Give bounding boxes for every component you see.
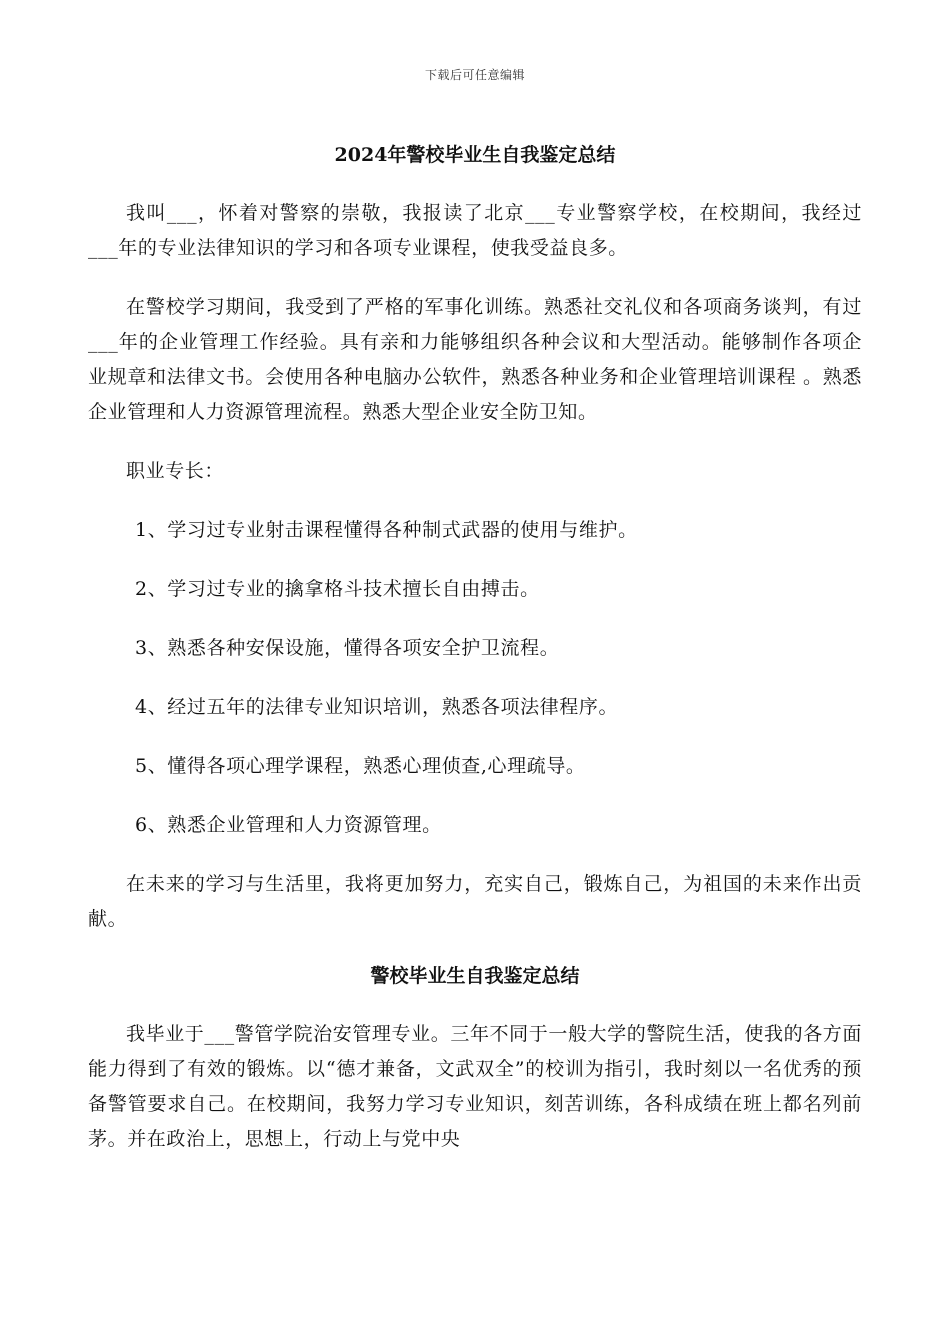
skill-item-2: 2、学习过专业的擒拿格斗技术擅长自由搏击。 [135, 578, 540, 600]
section1-closing: 在未来的学习与生活里，我将更加努力，充实自己，锻炼自己，为祖国的未来作出贡献。 [88, 873, 862, 930]
skill-item-1: 1、学习过专业射击课程懂得各种制式武器的使用与维护。 [135, 519, 638, 541]
section1-paragraph-1: 我叫___，怀着对警察的崇敬，我报读了北京___专业警察学校，在校期间，我经过___年的专业法律知识的学习和各项专业课程，使我受益良多。 [88, 202, 862, 259]
skills-heading: 职业专长： [126, 460, 225, 482]
section2-paragraph-1: 我毕业于___警管学院治安管理专业。三年不同于一般大学的警院生活，使我的各方面能力得到了有效的锻炼。以“德才兼备，文武双全”的校训为指引，我时刻以一名优秀的预备警管要求自己。在校期间，我努力学习专业知识，刻苦训练，各科成绩在班上都名列前茅。并在政治上，思想上，行动上与党中央 [88, 1023, 862, 1150]
header-note: 下载后可任意编辑 [424, 68, 525, 82]
document-body [88, 140, 862, 1181]
skill-item-6: 6、熟悉企业管理和人力资源管理。 [135, 814, 442, 836]
skill-item-3: 3、熟悉各种安保设施，懂得各项安全护卫流程。 [135, 637, 560, 659]
section1-paragraph-2: 在警校学习期间，我受到了严格的军事化训练。熟悉社交礼仪和各项商务谈判，有过___年的企业管理工作经验。具有亲和力能够组织各种会议和大型活动。能够制作各项企业规章和法律文书。会使用各种电脑办公软件，熟悉各种业务和企业管理培训课程 。熟悉企业管理和人力资源管理流程。熟悉大型企业安全防卫知。 [88, 296, 862, 423]
skill-item-5: 5、懂得各项心理学课程，熟悉心理侦查,心理疏导。 [135, 755, 586, 777]
section1-title: 2024年警校毕业生自我鉴定总结 [334, 144, 616, 166]
skill-item-4: 4、经过五年的法律专业知识培训，熟悉各项法律程序。 [135, 696, 619, 718]
section2-title: 警校毕业生自我鉴定总结 [370, 965, 580, 987]
